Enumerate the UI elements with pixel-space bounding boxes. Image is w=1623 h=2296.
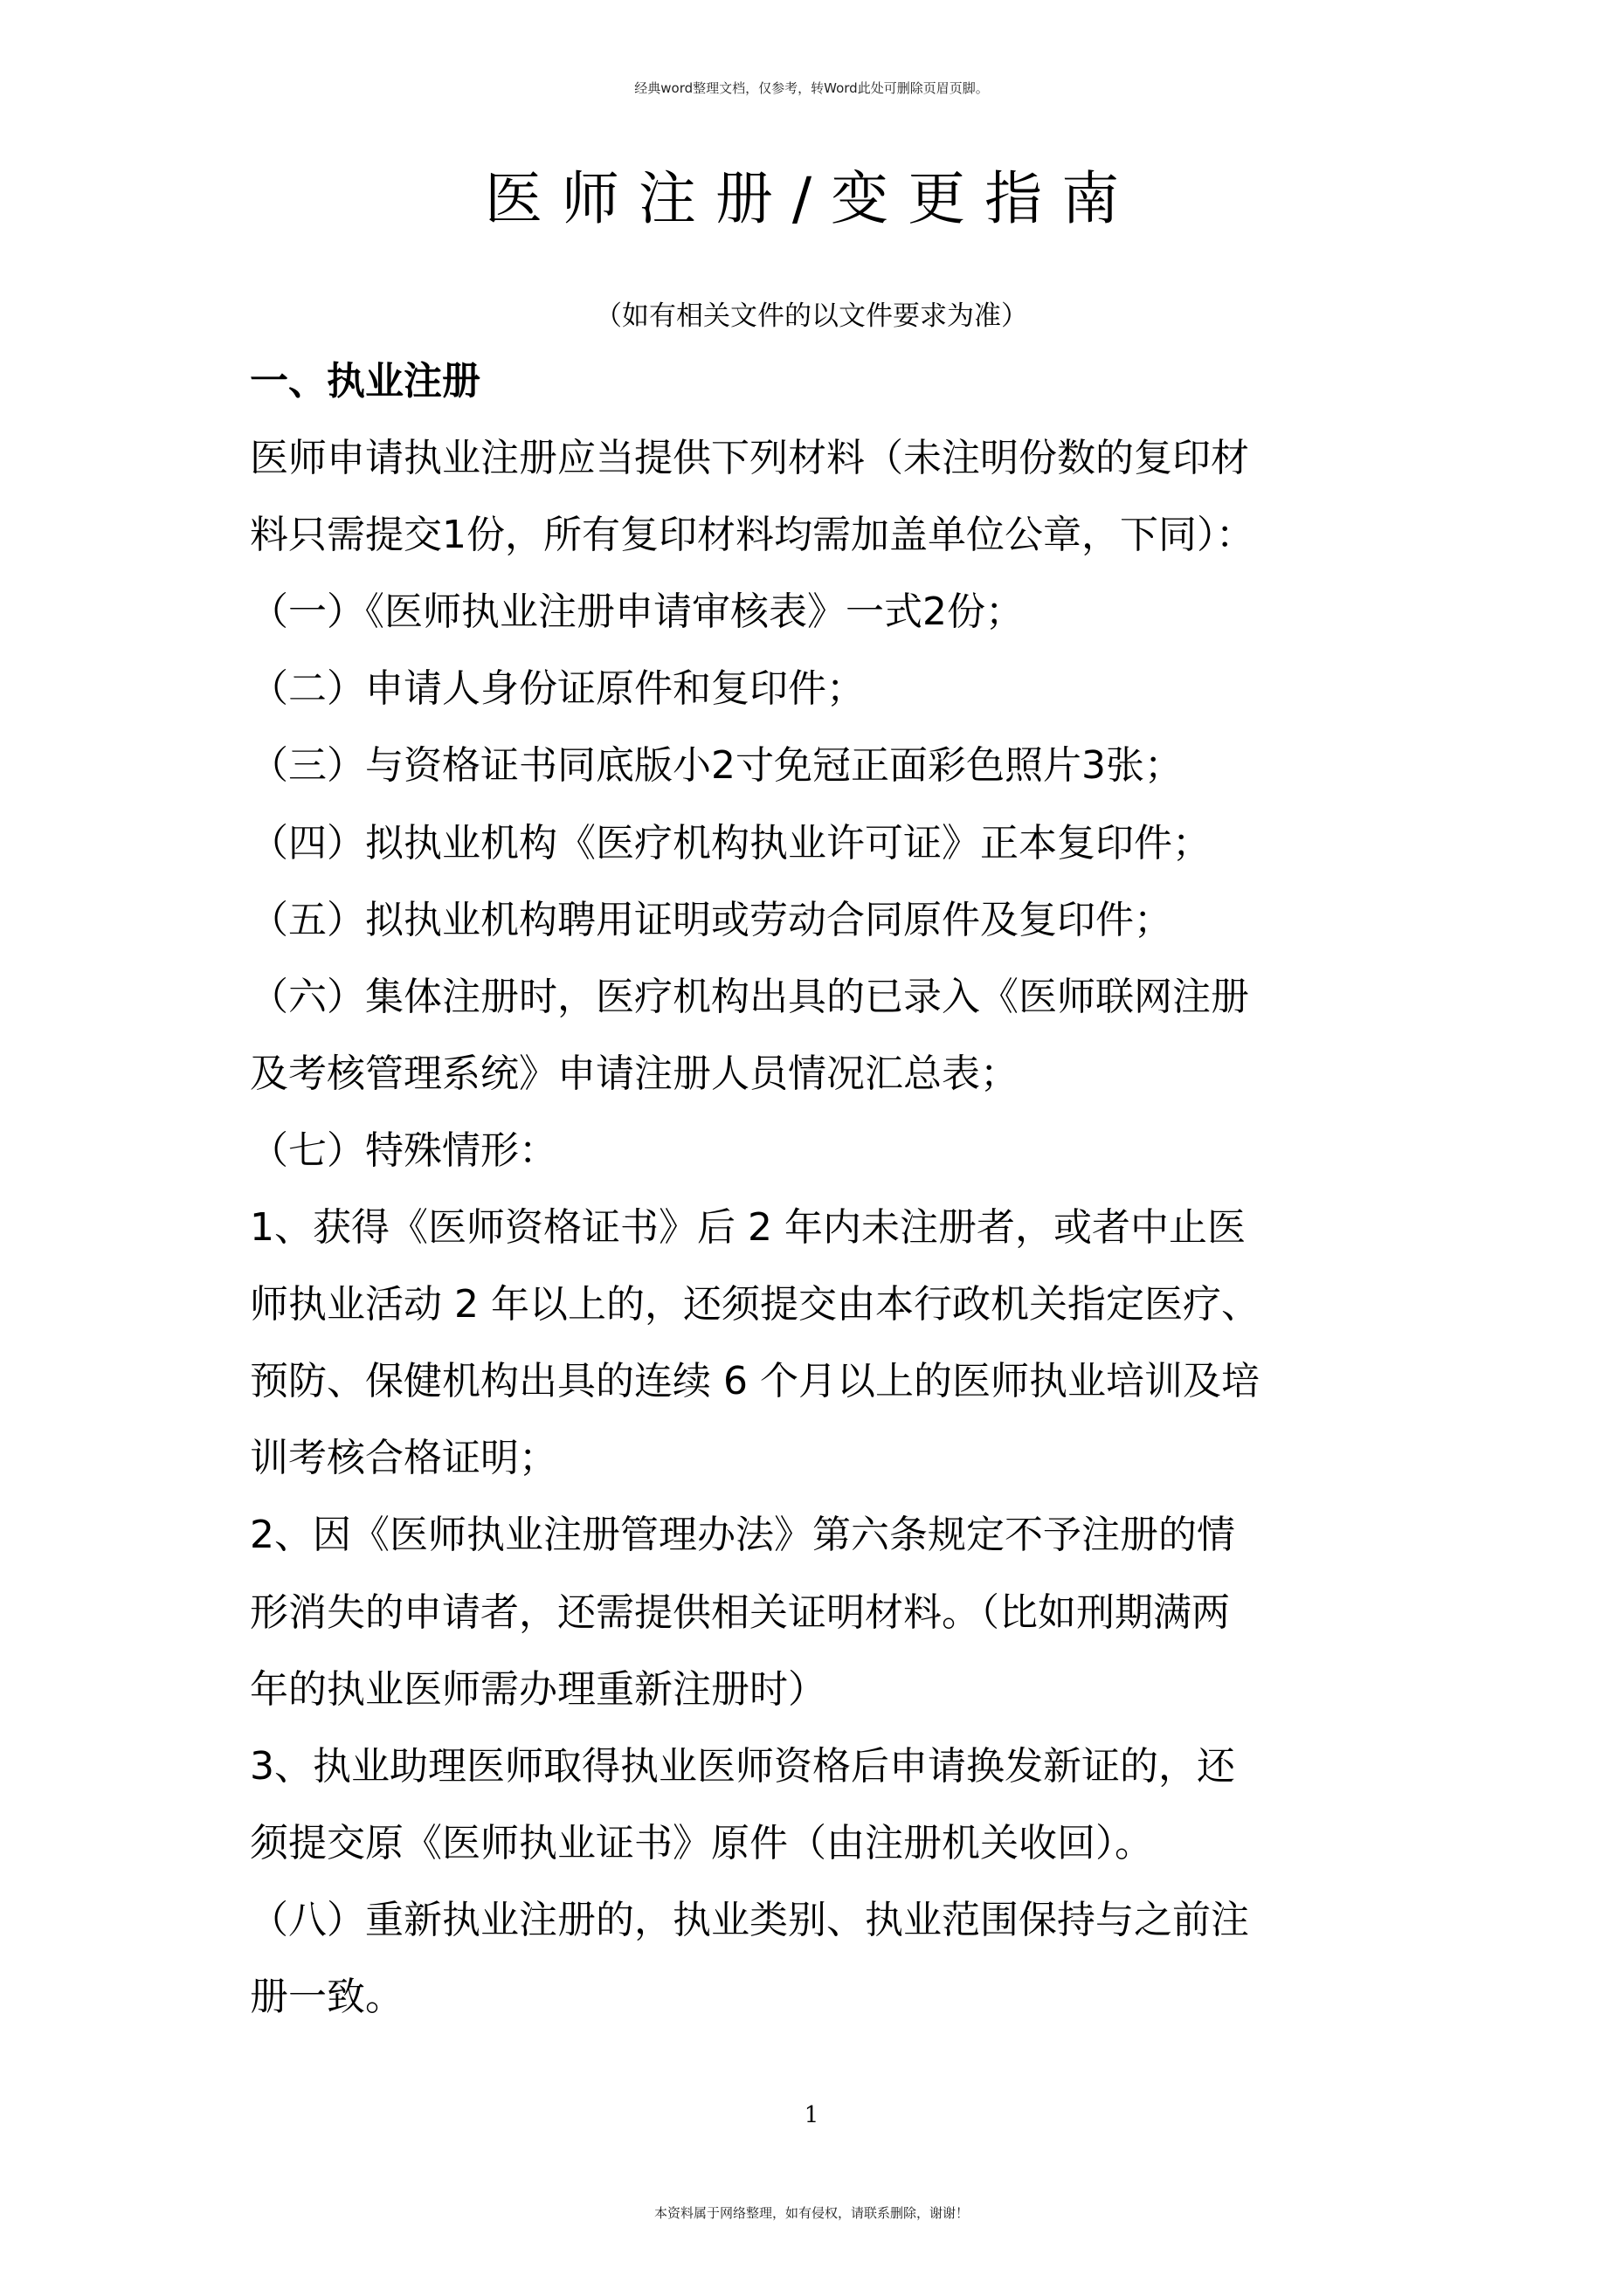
text-line: 训考核合格证明； [250,1436,557,1481]
text-line: 3、执业助理医师取得执业医师资格后申请换发新证的，还 [250,1743,1235,1789]
document-title: 医师注册/变更指南 [484,165,1139,232]
text-line: 2、因《医师执业注册管理办法》第六条规定不予注册的情 [250,1513,1235,1558]
text-line: 须提交原《医师执业证书》原件（由注册机关收回）。 [250,1820,1153,1865]
text-line: （八）重新执业注册的，执业类别、执业范围保持与之前注 [250,1897,1249,1942]
document-subtitle: （如有相关文件的以文件要求为准） [595,300,1028,332]
page-header-note: 经典word整理文档，仅参考，转Word此处可删除页眉页脚。 [634,80,989,96]
document-body [250,343,1385,2036]
text-line: （六）集体注册时，医疗机构出具的已录入《医师联网注册 [250,974,1249,1019]
text-line: 料只需提交1份，所有复印材料均需加盖单位公章，下同）： [250,513,1254,558]
text-line: （五）拟执业机构聘用证明或劳动合同原件及复印件； [250,897,1172,942]
section-heading: 一、执业注册 [250,359,480,403]
text-line: 册一致。 [250,1974,404,2019]
text-line: （三）与资格证书同底版小2寸免冠正面彩色照片3张； [250,743,1183,789]
text-line: 1、获得《医师资格证书》后 2 年内未注册者，或者中止医 [250,1205,1246,1251]
page-number: 1 [804,2102,819,2128]
text-line: 师执业活动 2 年以上的，还须提交由本行政机关指定医疗、 [250,1282,1260,1327]
text-line: 医师申请执业注册应当提供下列材料（未注明份数的复印材 [250,436,1249,481]
text-line: （一）《医师执业注册申请审核表》一式2份； [250,590,1024,635]
text-line: （七）特殊情形： [250,1127,557,1173]
text-line: （四）拟执业机构《医疗机构执业许可证》正本复印件； [250,820,1211,865]
text-line: （二）申请人身份证原件和复印件； [250,666,865,712]
text-line: 及考核管理系统》申请注册人员情况汇总表； [250,1051,1019,1096]
text-line: 年的执业医师需办理重新注册时） [250,1666,826,1712]
text-line: 形消失的申请者，还需提供相关证明材料。（比如刑期满两 [250,1589,1230,1635]
page-footer-note: 本资料属于网络整理，如有侵权，请联系删除，谢谢！ [653,2205,969,2221]
text-line: 预防、保健机构出具的连续 6 个月以上的医师执业培训及培 [250,1359,1260,1404]
